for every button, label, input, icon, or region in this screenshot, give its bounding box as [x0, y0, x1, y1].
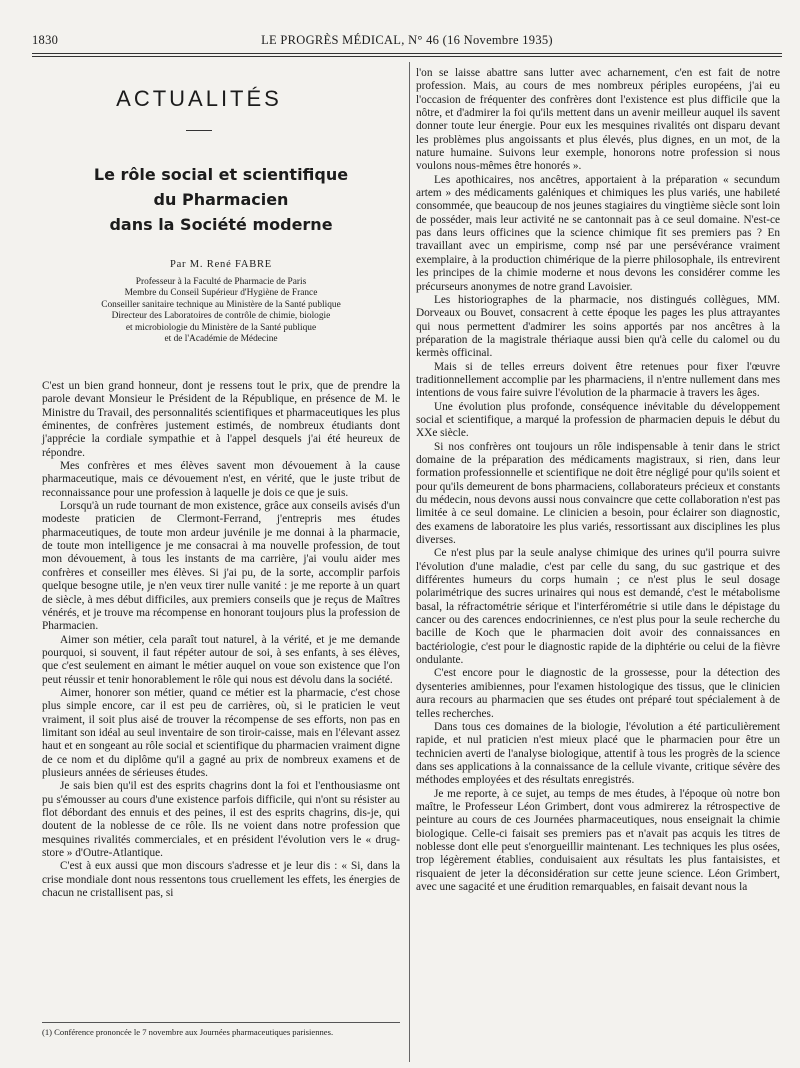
article-byline: Par M. René FABRE — [169, 259, 273, 270]
running-title: LE PROGRÈS MÉDICAL, N° 46 (16 Novembre 1935) — [261, 33, 553, 47]
affiliation-line: Professeur à la Faculté de Pharmacie de Paris — [135, 277, 307, 287]
paragraph: Lorsqu'à un rude tournant de mon existence, grâce aux conseils avisés d'un modeste praticien de Clermont-Ferrand, j'entrepris mes études pharmaceutiques, de toute mon ardeur juvénile je me donnai à la pharmacie, de toute mon intelligence je me consacrai à ma nouvelle profession, de tout mon dévouement, à tous les instants de ma carrière, j'ai voulu aider mes confrères et conseiller mes élèves. Si j'ai pu, de la sorte, accomplir parfois quelque besogne utile, je n'en veux tirer nulle vanité : je me reporte à un quart de siècle, à mes début difficiles, aux premiers conseils que je reçus de Maîtres vénérés, et je trouve ma récompense en honorant toujours plus la profession de Pharmacien. — [42, 500, 400, 633]
article-title-line-1: Le rôle social et scientifique — [93, 165, 349, 184]
paragraph: C'est encore pour le diagnostic de la grossesse, pour la détection des dysenteries amibiennes, pour l'examen histologique des tissus, que le clinicien aura recours au pharmacien que ses études ont préparé tout spécialement à de telles recherches. — [416, 667, 780, 720]
section-title: ACTUALITÉS — [116, 86, 282, 111]
author-affiliations — [42, 277, 400, 345]
paragraph: Ce n'est plus par la seule analyse chimique des urines qu'il pourra suivre l'évolution d'une maladie, c'est par celle du sang, du suc gastrique et des différentes humeurs du corps humain ; ce n'est plus le seul dosage polarimétrique des sucres urinaires qui nous est demandé, c'est le métabolisme basal, la réfractométrie sérique et l'interférométrie si utile dans le dépistage du cancer ou des carences endocriniennes, ce n'est plus pour la seule recherche du bacille de Koch que le pharmacien doit avoir des connaissances en bactériologie, c'est pour le diagnostic rapide de la diphtérie ou celui de la fièvre ondulante. — [416, 547, 780, 667]
header-rule-top — [32, 53, 782, 54]
affiliation-line: Membre du Conseil Supérieur d'Hygiène de France — [124, 288, 318, 299]
paragraph: Mes confrères et mes élèves savent mon dévouement à la cause pharmaceutique, mais ce dévouement n'est, en vérité, que le juste tribut de reconnaissance pour une profession à laquelle je dois ce que je suis. — [42, 460, 400, 499]
page-number: 1830 — [32, 33, 59, 47]
paragraph: Dans tous ces domaines de la biologie, l'évolution a été particulièrement rapide, et nul praticien n'est mieux placé que le pharmacien pour être un technicien averti de l'analyse biologique, attentif à tous les progrès de la science dans ses applications à la connaissance de la cellule vivante, critique sévère des méthodes employées et des résultats enregistrés. — [416, 720, 780, 787]
article-title — [42, 162, 400, 237]
column-divider — [409, 62, 410, 1062]
footnote-rule — [42, 1022, 400, 1023]
paragraph: Aimer son métier, cela paraît tout naturel, à la vérité, et je me demande pourquoi, si souvent, il faut répéter autour de soi, à ses enfants, à ses élèves, que c'est seulement en aimant le métier auquel on voue son existence que l'on peut réussir et tenir honorablement le rôle qui nous est dévolu dans la société. — [42, 633, 400, 686]
footnote: (1) Conférence prononcée le 7 novembre aux Journées pharmaceutiques parisiennes. — [42, 1027, 334, 1037]
affiliation-line: et de l'Académie de Médecine — [164, 334, 278, 345]
paragraph: Les apothicaires, nos ancêtres, apportaient à la préparation « secundum artem » des médicaments galéniques et chimiques les plus variés, une habileté consommée, que beaucoup de nos jeunes stagiaires du vingtième siècle sont loin de posséder, mais leur activité ne se cantonnait pas à ce seul domaine. N'est-ce pas dans leurs officines que la science chimique fit ses premiers pas ? En travaillant avec un empirisme, comp nsé par une persévérance vraiment exemplaire, à la production chimérique de la pierre philosophale, ils entrevirent les principes de la chimie moderne et nous devons les considérer comme les précurseurs anonymes de notre grand Lavoisier. — [416, 173, 780, 293]
header-rule-bottom — [32, 56, 782, 57]
paragraph: C'est à eux aussi que mon discours s'adresse et je leur dis : « Si, dans la crise mondiale dont nous ressentons tous cruellement les effets, les énergies de chacun ne cristallisent pas, si — [42, 860, 400, 900]
paragraph: C'est un bien grand honneur, dont je ressens tout le prix, que de prendre la parole devant Monsieur le Président de la République, en présence de M. le Ministre du Travail, des personnalités scientifiques et pharmaceutiques les plus éminentes, de confrères justement estimés, de nombreux étudiants dont j'apprécie la cordiale sympathie et à l'appel desquels j'ai été heureux de répondre. — [42, 380, 400, 459]
running-header — [32, 33, 782, 49]
paragraph: Les historiographes de la pharmacie, nos distingués collègues, MM. Dorveaux ou Bouvet, consacrent à cette époque les pages les plus attrayantes qui nous permettent d'admirer les soins apportés par nos ancêtres à la préparation de la magistrale thériaque aussi bien qu'à celle du calomel ou du kermès officinal. — [416, 293, 780, 360]
paragraph: Aimer, honorer son métier, quand ce métier est la pharmacie, c'est chose plus simple encore, car il est peu de carrières, où, si le praticien le veut vraiment, il soit plus aisé de trouver la récompense de ses efforts, non pas en limitant son idéal au seul inventaire de son tiroir-caisse, mais en l'élevant assez haut et en songeant au rôle social et scientifique du pharmacien vraiment digne de ce nom et du diplôme qu'il a gagné au prix de nombreux examens et de plusieurs années de sérieuses études. — [42, 686, 400, 779]
paragraph: Je me reporte, à ce sujet, au temps de mes études, à l'époque où notre bon maître, le Professeur Léon Grimbert, dont vous admirerez la rétrospective de peinture au cours de ces Journées pharmaceutiques, nous enseignait la chimie biologique. Celle-ci faisait ses premiers pas et n'avait pas acquis les titres de noblesse dont elle peut s'enorgueillir maintenant. Les techniques les plus osées, trop légèrement établies, conduisaient aux résultats les plus fantaisistes, et risquaient de jeter la déconsidération sur cette jeune science. Léon Grimbert, avec une sagacité et une érudition remarquables, en faisait devant nous la — [416, 787, 780, 893]
affiliation-line: Directeur des Laboratoires de contrôle de chimie, biologie — [111, 311, 331, 322]
left-column-body — [42, 380, 400, 900]
article-title-line-2: du Pharmacien — [153, 190, 289, 209]
article-title-line-3: dans la Société moderne — [109, 215, 333, 234]
affiliation-line: et microbiologie du Ministère de la Santé publique — [125, 322, 317, 333]
paragraph: l'on se laisse abattre sans lutter avec acharnement, c'en est fait de notre profession. Mais, au cours de mes nombreux périples européens, j'ai eu l'occasion de fréquenter des confrères dont l'existence est plus difficile que la nôtre, et d'admirer la foi qu'ils mettent dans un avenir meilleur auquel ils savent donner toute leur énergie. Pour eux les mesquines rivalités ont disparu devant les problèmes plus angoissants et plus élevés, plus dignes, en un mot, de la nature humaine. Suivons leur exemple, honorons notre profession si nous voulons nous-mêmes être honorés ». — [416, 67, 780, 173]
right-column-body — [416, 67, 780, 894]
paragraph: Mais si de telles erreurs doivent être retenues pour fixer l'œuvre traditionnellement accomplie par les pharmaciens, il n'entre nullement dans mes intentions de vous faire suivre l'évolution de la pharmacie à travers les âges. — [416, 360, 780, 400]
section-title-rule — [186, 130, 212, 131]
paragraph: Une évolution plus profonde, conséquence inévitable du développement social et scientifique, a marqué la profession de pharmacien depuis le début du XXe siècle. — [416, 400, 780, 440]
affiliation-line: Conseiller sanitaire technique au Ministère de la Santé publique — [101, 299, 341, 310]
paragraph: Si nos confrères ont toujours un rôle indispensable à tenir dans le strict domaine de la préparation des médicaments magistraux, si rien, dans leur formation professionnelle et scientifique ne doit être négligé pour qu'ils soient et pour qu'ils demeurent de bons pharmaciens, collaborateurs précieux et constants du médecin, nous devons aussi nous convaincre que cette collaboration n'est pas limitée à ce seul domaine. Le clinicien a besoin, pour éclairer son diagnostic, des examens de laboratoire les plus variés, ressortissant aux disciplines les plus diverses. — [416, 440, 780, 547]
paragraph: Je sais bien qu'il est des esprits chagrins dont la foi et l'enthousiasme ont pu s'émousser au cours d'une existence parfois difficile, qui n'ont su résister au flot débordant des ennuis et des peines, il est des esprits chagrins, dis-je, qui doutent de la noblesse de ce rôle. Ils ne voient dans notre profession que mesquines rivalités commerciales, et en président l'évolution vers le « drug-store » d'Outre-Atlantique. — [42, 780, 400, 860]
